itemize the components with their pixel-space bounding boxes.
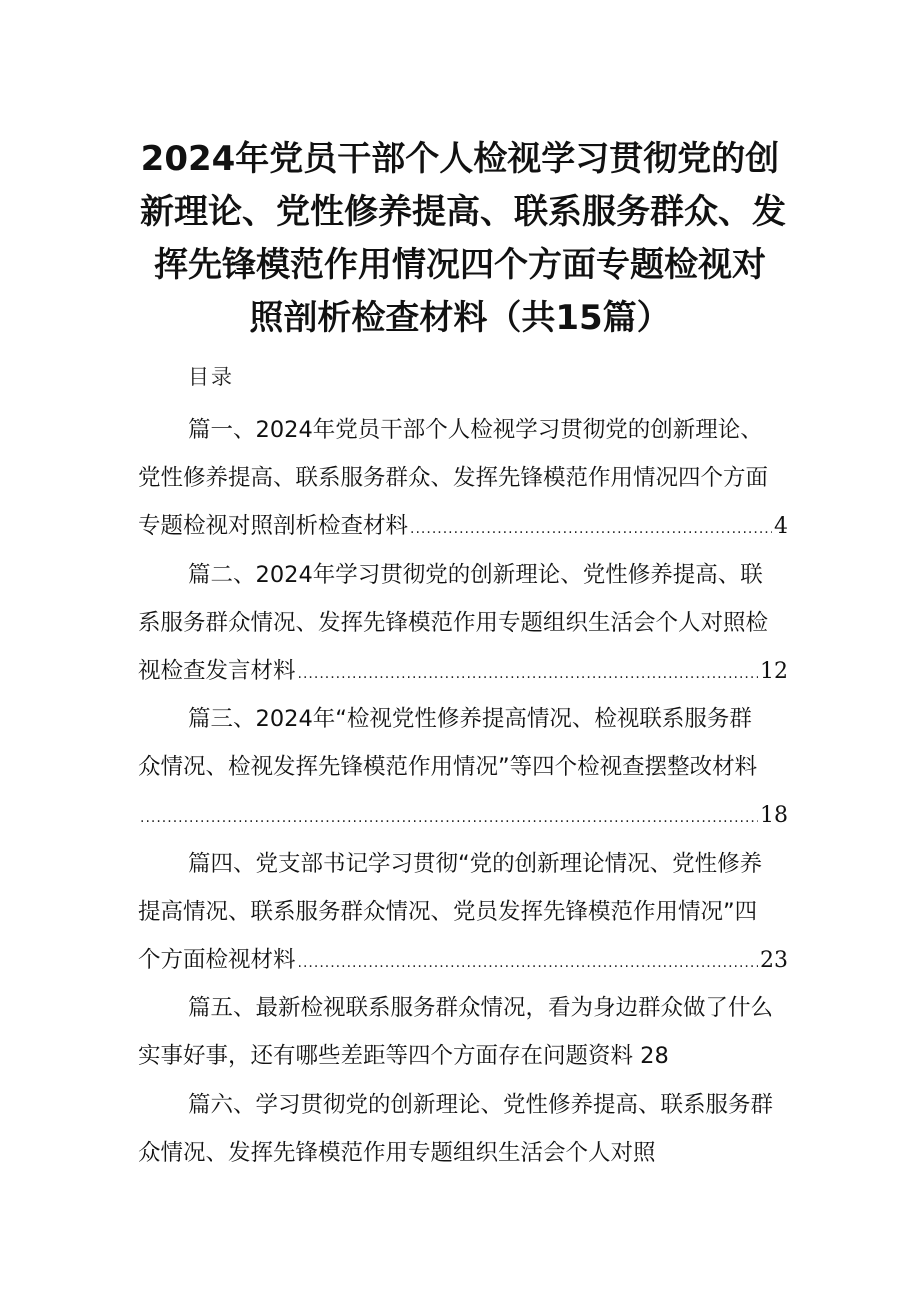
- document-title: [140, 133, 786, 345]
- dot-leader: [298, 939, 758, 984]
- title-line: 新理论、党性修养提高、联系服务群众、发: [140, 192, 786, 232]
- toc-entry-3[interactable]: [138, 695, 788, 840]
- toc-entry-line: 众情况、发挥先锋模范作用专题组织生活会个人对照: [138, 1139, 656, 1166]
- toc-entry-line: 众情况、检视发挥先锋模范作用情况”等四个检视查摆整改材料: [138, 754, 758, 781]
- dot-leader: [298, 650, 758, 695]
- toc-entry-last-line: [138, 792, 788, 840]
- toc-entry-line: 篇五、最新检视联系服务群众情况，看为身边群众做了什么: [188, 995, 774, 1022]
- table-of-contents: [138, 406, 788, 1177]
- dot-leader: [410, 505, 772, 550]
- toc-entry-line: 篇二、2024年学习贯彻党的创新理论、党性修养提高、联: [188, 561, 763, 588]
- title-line: 挥先锋模范作用情况四个方面专题检视对: [154, 245, 766, 285]
- toc-entry-4[interactable]: [138, 840, 788, 985]
- toc-entry-5[interactable]: [138, 984, 788, 1080]
- toc-entry-line: 视检查发言材料: [138, 657, 296, 684]
- toc-entry-line: 实事好事，还有哪些差距等四个方面存在问题资料 28: [138, 1043, 669, 1070]
- title-line: 2024年党员干部个人检视学习贯彻党的创: [140, 139, 780, 179]
- toc-entry-line: 个方面检视材料: [138, 947, 296, 974]
- toc-heading: 目录: [188, 365, 234, 389]
- toc-entry-line: 篇四、党支部书记学习贯彻“党的创新理论情况、党性修养: [188, 850, 763, 877]
- toc-entry-line: 系服务群众情况、发挥先锋模范作用专题组织生活会个人对照检: [138, 609, 769, 636]
- toc-entry-1[interactable]: [138, 406, 788, 551]
- toc-entry-line: 专题检视对照剖析检查材料: [138, 513, 409, 540]
- toc-entry-2[interactable]: [138, 551, 788, 696]
- toc-entry-line: 党性修养提高、联系服务群众、发挥先锋模范作用情况四个方面: [138, 465, 769, 492]
- toc-entry-last-line: [138, 647, 788, 695]
- toc-entry-line: 篇三、2024年“检视党性修养提高情况、检视联系服务群: [188, 706, 752, 733]
- toc-entry-last-line: [138, 936, 788, 984]
- toc-entry-line: 篇六、学习贯彻党的创新理论、党性修养提高、联系服务群: [188, 1091, 774, 1118]
- toc-page-number: 18: [760, 802, 788, 828]
- toc-entry-last-line: [138, 502, 788, 550]
- toc-entry-6[interactable]: [138, 1081, 788, 1177]
- title-line: 照剖析检查材料（共15篇）: [249, 298, 671, 338]
- dot-leader: [140, 794, 758, 840]
- toc-entry-line: 篇一、2024年党员干部个人检视学习贯彻党的创新理论、: [188, 417, 763, 443]
- toc-page-number: 4: [774, 514, 788, 540]
- toc-page-number: 12: [760, 658, 788, 684]
- toc-page-number: 23: [760, 948, 788, 974]
- toc-entry-line: 提高情况、联系服务群众情况、党员发挥先锋模范作用情况”四: [138, 898, 758, 925]
